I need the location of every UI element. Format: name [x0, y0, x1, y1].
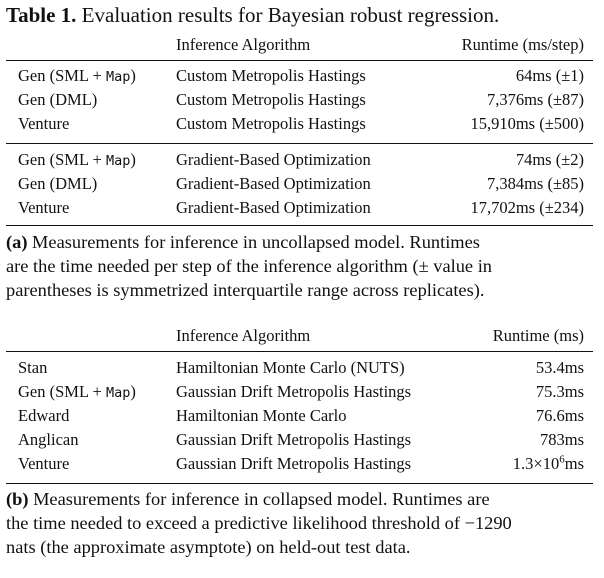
system-cell: Venture	[18, 198, 70, 217]
runtime-cell: 17,702ms (±234)	[470, 198, 584, 217]
table-row	[0, 90, 604, 114]
system-cell: Stan	[18, 358, 48, 377]
table-b-header-runtime: Runtime (ms)	[492, 326, 584, 345]
table-title	[6, 3, 499, 28]
runtime-cell: 64ms (±1)	[515, 66, 584, 85]
system-cell: Anglican	[18, 430, 79, 449]
table-row	[0, 454, 604, 478]
table-row	[0, 66, 604, 90]
algorithm-cell: Gradient-Based Optimization	[176, 150, 371, 169]
system-cell: Venture	[18, 114, 70, 133]
table-b-bottom-rule	[6, 483, 593, 484]
system-cell: Gen (SML + Map)	[18, 150, 136, 169]
table-label: Table 1.	[6, 3, 77, 27]
caption-label: (b)	[6, 489, 29, 509]
algorithm-cell: Gradient-Based Optimization	[176, 174, 371, 193]
algorithm-cell: Gaussian Drift Metropolis Hastings	[176, 454, 412, 473]
runtime-cell: 76.6ms	[535, 406, 584, 425]
runtime-cell: 7,384ms (±85)	[486, 174, 584, 193]
system-cell: Gen (SML + Map)	[18, 66, 136, 85]
runtime-cell: 15,910ms (±500)	[470, 114, 584, 133]
runtime-cell: 53.4ms	[535, 358, 584, 377]
table-row	[0, 430, 604, 454]
system-cell: Edward	[18, 406, 70, 425]
system-cell: Venture	[18, 454, 70, 473]
algorithm-cell: Gaussian Drift Metropolis Hastings	[176, 382, 412, 401]
table-a-group-rule	[6, 143, 593, 144]
runtime-cell: 7,376ms (±87)	[486, 90, 584, 109]
table-row	[0, 174, 604, 198]
system-cell: Gen (DML)	[18, 90, 98, 109]
table-row	[0, 358, 604, 382]
table-b-header-algorithm: Inference Algorithm	[176, 326, 311, 345]
runtime-cell: $1.3\times 10^6ms$	[512, 453, 584, 473]
system-cell: Gen (DML)	[18, 174, 98, 193]
table-a-header-runtime: Runtime (ms/step)	[461, 35, 584, 54]
table-title-text: Evaluation results for Bayesian robust regression.	[81, 3, 500, 27]
runtime-cell: 74ms (±2)	[515, 150, 584, 169]
algorithm-cell: Gradient-Based Optimization	[176, 198, 371, 217]
table-row	[0, 150, 604, 174]
system-cell: Gen (SML + Map)	[18, 382, 136, 401]
table-row	[0, 382, 604, 406]
table-row	[0, 406, 604, 430]
algorithm-cell: Hamiltonian Monte Carlo (NUTS)	[176, 358, 405, 377]
table-row	[0, 198, 604, 222]
runtime-cell: 75.3ms	[535, 382, 584, 401]
algorithm-cell: Custom Metropolis Hastings	[176, 114, 366, 133]
caption-label: (a)	[6, 232, 28, 252]
table-b-caption: (b) Measurements for inference in collapsed model. Runtimes are the time needed to exceed a predictive likelihood threshold of −1290 nats (the approximate asymptote) on held-out test data.	[6, 489, 512, 557]
algorithm-cell: Hamiltonian Monte Carlo	[176, 406, 347, 425]
table-a-bottom-rule	[6, 225, 593, 226]
algorithm-cell: Custom Metropolis Hastings	[176, 66, 366, 85]
table-row	[0, 114, 604, 138]
table-a-caption: (a) Measurements for inference in uncollapsed model. Runtimes are the time needed per step of the inference algorithm (± value in parentheses is symmetrized interquartile range across replicates).	[6, 232, 492, 300]
algorithm-cell: Custom Metropolis Hastings	[176, 90, 366, 109]
table-a-header-rule	[6, 60, 593, 61]
runtime-cell: 783ms	[539, 430, 584, 449]
algorithm-cell: Gaussian Drift Metropolis Hastings	[176, 430, 412, 449]
table-a-header-algorithm: Inference Algorithm	[176, 35, 311, 54]
table-b-header-rule	[6, 351, 593, 352]
